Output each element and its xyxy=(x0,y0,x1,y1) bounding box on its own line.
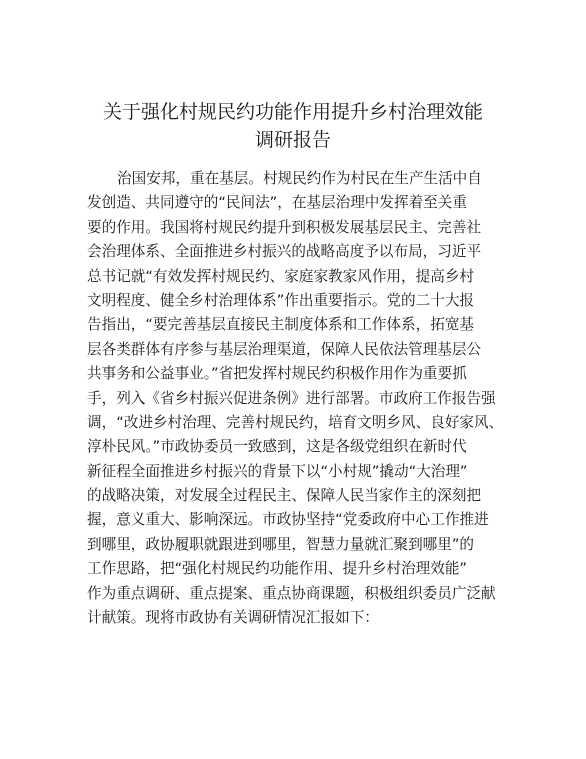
body-line: 要的作用。我国将村规民约提升到积极发展基层民主、完善社 xyxy=(87,218,482,236)
body-line: 计献策。现将市政协有关调研情况汇报如下： xyxy=(87,609,379,627)
body-line: 发创造、共同遵守的“民间法”，在基层治理中发挥着至关重 xyxy=(87,194,467,212)
body-line: 新征程全面推进乡村振兴的背景下以“小村规”撬动“大治理” xyxy=(87,462,468,480)
body-line: 握，意义重大、影响深远。市政协坚持“党委政府中心工作推进 xyxy=(87,511,489,529)
document-title xyxy=(60,98,526,154)
body-line: 会治理体系、全面推进乡村振兴的战略高度予以布局，习近平 xyxy=(87,243,482,261)
body-line: 调，“改进乡村治理、完善村规民约，培育文明乡风、良好家风、 xyxy=(87,413,504,431)
body-line: 总书记就“有效发挥村规民约、家庭家教家风作用，提高乡村 xyxy=(87,267,475,285)
body-line: 治国安邦，重在基层。村规民约作为村民在生产生活中自 xyxy=(117,170,482,187)
body-line: 层各类群体有序参与基层治理渠道，保障人民依法管理基层公 xyxy=(87,340,482,358)
body-line: 文明程度、健全乡村治理体系”作出重要指示。党的二十大报 xyxy=(87,291,475,309)
title-line-2: 调研报告 xyxy=(254,129,331,151)
body-line: 工作思路，把“强化村规民约功能作用、提升乡村治理效能” xyxy=(87,560,467,578)
body-line: 手，列入《省乡村振兴促进条例》进行部署。市政府工作报告强 xyxy=(87,389,496,407)
title-line-1: 关于强化村规民约功能作用提升乡村治理效能 xyxy=(102,101,483,123)
document-body xyxy=(87,167,517,630)
body-line: 淳朴民风。”市政协委员一致感到，这是各级党组织在新时代 xyxy=(87,438,467,456)
body-line: 的战略决策，对发展全过程民主、保障人民当家作主的深刻把 xyxy=(87,487,482,505)
body-line: 共事务和公益事业。”省把发挥村规民约积极作用作为重要抓 xyxy=(87,365,467,383)
body-line: 到哪里，政协履职就跟进到哪里，智慧力量就汇聚到哪里”的 xyxy=(87,535,475,553)
body-line: 作为重点调研、重点提案、重点协商课题，积极组织委员广泛献 xyxy=(87,584,496,602)
body-line: 告指出，“要完善基层直接民主制度体系和工作体系，拓宽基 xyxy=(87,316,475,334)
